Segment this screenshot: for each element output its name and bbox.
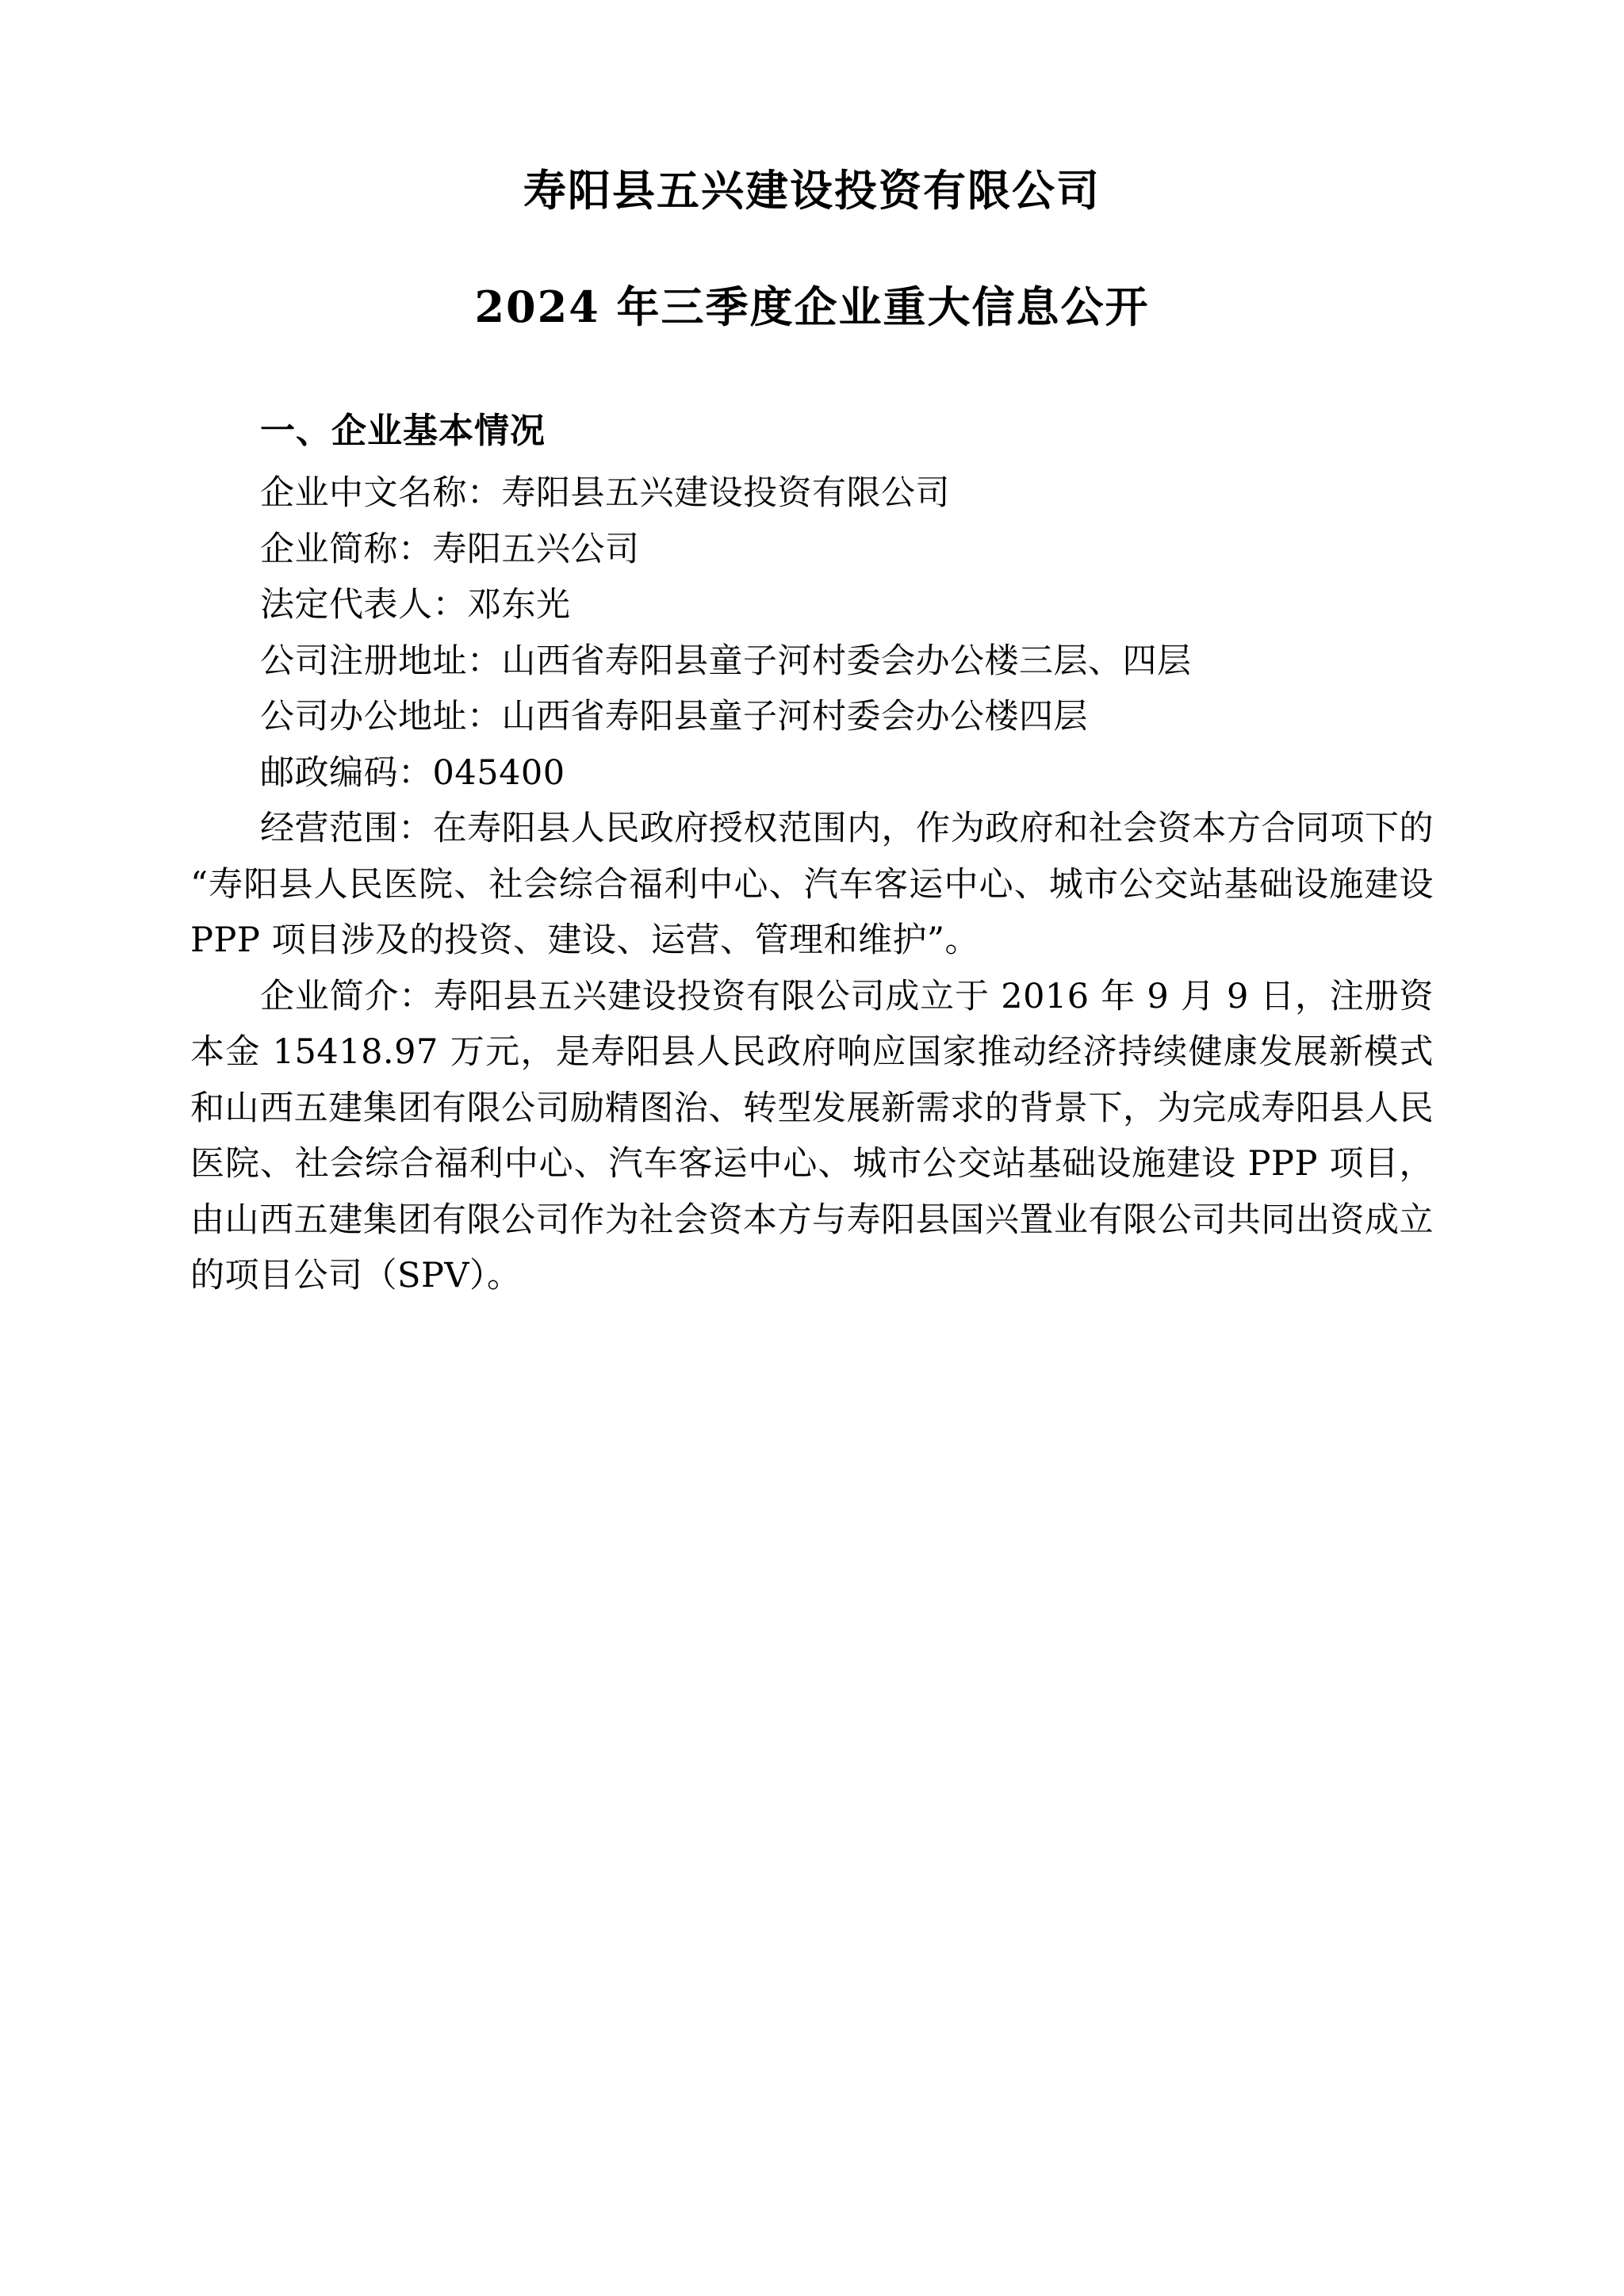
paragraph-registered-address: 公司注册地址：山西省寿阳县童子河村委会办公楼三层、四层 xyxy=(260,641,1192,681)
document-title: 寿阳县五兴建设投资有限公司 xyxy=(523,165,1101,216)
paragraph-postal-code: 邮政编码：045400 xyxy=(260,752,565,793)
paragraph-business-scope: 经营范围：在寿阳县人民政府授权范围内，作为政府和社会资本方合同项下的“寿阳县人民医院、社会综合福利中心、汽车客运中心、城市公交站基础设施建设 PPP 项目涉及的投资、建设、运营、管理和维护”。 xyxy=(190,809,1434,961)
section-heading-company-basics: 一、企业基本情况 xyxy=(260,411,546,451)
paragraph-legal-representative: 法定代表人：邓东光 xyxy=(260,585,571,626)
paragraph-company-profile: 企业简介：寿阳县五兴建设投资有限公司成立于 2016 年 9 月 9 日，注册资本金 15418.97 万元，是寿阳县人民政府响应国家推动经济持续健康发展新模式和山西五建集团有限公司励精图治、转型发展新需求的背景下，为完成寿阳县人民医院、社会综合福利中心、汽车客运中心、城市公交站基础设施建设 PPP 项目，由山西五建集团有限公司作为社会资本方与寿阳县国兴置业有限公司共同出资成立的项目公司（SPV）。 xyxy=(190,976,1434,1296)
paragraph-company-short-name: 企业简称：寿阳五兴公司 xyxy=(260,529,640,569)
paragraph-office-address: 公司办公地址：山西省寿阳县童子河村委会办公楼四层 xyxy=(260,697,1088,737)
section-body-company-basics xyxy=(190,465,1434,1304)
paragraph-company-name: 企业中文名称：寿阳县五兴建设投资有限公司 xyxy=(260,473,950,514)
document-subtitle: 2024 年三季度企业重大信息公开 xyxy=(474,281,1150,332)
